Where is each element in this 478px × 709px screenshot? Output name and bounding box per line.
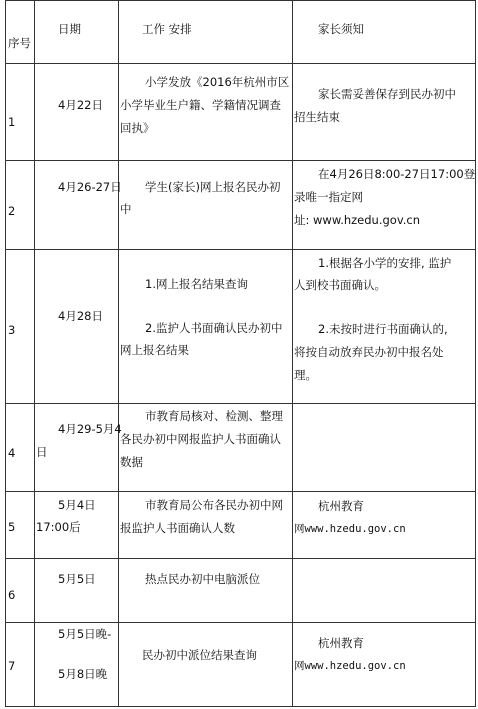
row-no: 6 xyxy=(8,588,16,602)
row-work: 网上报名结果 xyxy=(120,343,189,357)
row-work: 回执》 xyxy=(120,121,155,135)
row-date: 4月22日 xyxy=(58,98,103,112)
row-date: 4月26-27日 xyxy=(58,180,122,194)
row-work: 学生(家长)网上报名民办初 xyxy=(145,180,281,194)
col-divider xyxy=(118,0,119,707)
row-divider xyxy=(5,558,476,559)
row-no: 7 xyxy=(8,659,16,673)
row-no: 3 xyxy=(8,323,16,337)
header-date: 日期 xyxy=(58,22,81,36)
row-no: 4 xyxy=(8,446,16,460)
row-divider xyxy=(5,403,476,404)
row-date: 5月5日晚- xyxy=(58,627,112,641)
row-date: 4月29-5月4 xyxy=(58,422,122,436)
row-notice: 2.未按时进行书面确认的, xyxy=(318,322,448,336)
row-divider xyxy=(5,491,476,492)
row-date: 5月5日 xyxy=(58,572,96,586)
row-notice: 1.根据各小学的安排, 监护 xyxy=(318,256,452,270)
col-divider xyxy=(34,0,35,707)
row-notice: 杭州教育 xyxy=(318,636,364,650)
row-notice: 家长需妥善保存到民办初中 xyxy=(318,87,456,101)
row-date: 4月28日 xyxy=(58,309,103,323)
row-work: 1.网上报名结果查询 xyxy=(145,277,248,291)
row-date: 日 xyxy=(36,445,48,459)
row-date: 5月4日 xyxy=(58,498,96,512)
table-border-left xyxy=(5,0,6,707)
row-divider xyxy=(5,249,476,250)
row-work: 报监护人书面确认人数 xyxy=(120,521,235,535)
row-no: 5 xyxy=(8,520,16,534)
header-work: 工作 安排 xyxy=(142,22,192,36)
row-divider xyxy=(5,160,476,161)
row-work: 民办初中派位结果查询 xyxy=(142,648,257,662)
header-notice: 家长须知 xyxy=(318,22,364,36)
row-work: 2.监护人书面确认民办初中 xyxy=(145,321,283,335)
row-notice: 录唯一指定网 xyxy=(294,190,363,204)
row-notice: 杭州教育 xyxy=(318,499,364,513)
row-no: 2 xyxy=(8,204,16,218)
row-notice: 将按自动放弃民办初中报名处 xyxy=(294,345,444,359)
table-border-bottom xyxy=(5,706,476,707)
row-notice: 招生结束 xyxy=(294,110,340,124)
row-notice: 址: www.hzedu.gov.cn xyxy=(294,213,421,227)
row-date: 5月8日晚 xyxy=(58,667,108,681)
table-border-top xyxy=(5,0,476,1)
row-notice: 网www.hzedu.gov.cn xyxy=(294,523,406,535)
row-work: 市教育局公布各民办初中网 xyxy=(145,498,283,512)
row-notice: 网www.hzedu.gov.cn xyxy=(294,660,406,672)
row-work: 小学毕业生户籍、学籍情况调查 xyxy=(120,98,281,112)
row-work: 数据 xyxy=(120,455,143,469)
row-work: 市教育局核对、检测、整理 xyxy=(145,409,283,423)
row-notice: 人到校书面确认。 xyxy=(294,278,386,292)
row-work: 各民办初中网报监护人书面确认 xyxy=(120,432,281,446)
row-divider xyxy=(5,63,476,64)
row-notice: 在4月26日8:00-27日17:00登 xyxy=(318,167,476,181)
row-divider xyxy=(5,622,476,623)
header-no: 序号 xyxy=(8,36,31,50)
row-no: 1 xyxy=(8,115,16,129)
col-divider xyxy=(292,0,293,707)
row-date: 17:00后 xyxy=(36,520,81,534)
row-work: 热点民办初中电脑派位 xyxy=(145,572,260,586)
row-notice: 理。 xyxy=(294,368,317,382)
table-border-right xyxy=(475,0,476,707)
row-work: 中 xyxy=(120,202,132,216)
row-work: 小学发放《2016年杭州市区 xyxy=(145,75,290,89)
